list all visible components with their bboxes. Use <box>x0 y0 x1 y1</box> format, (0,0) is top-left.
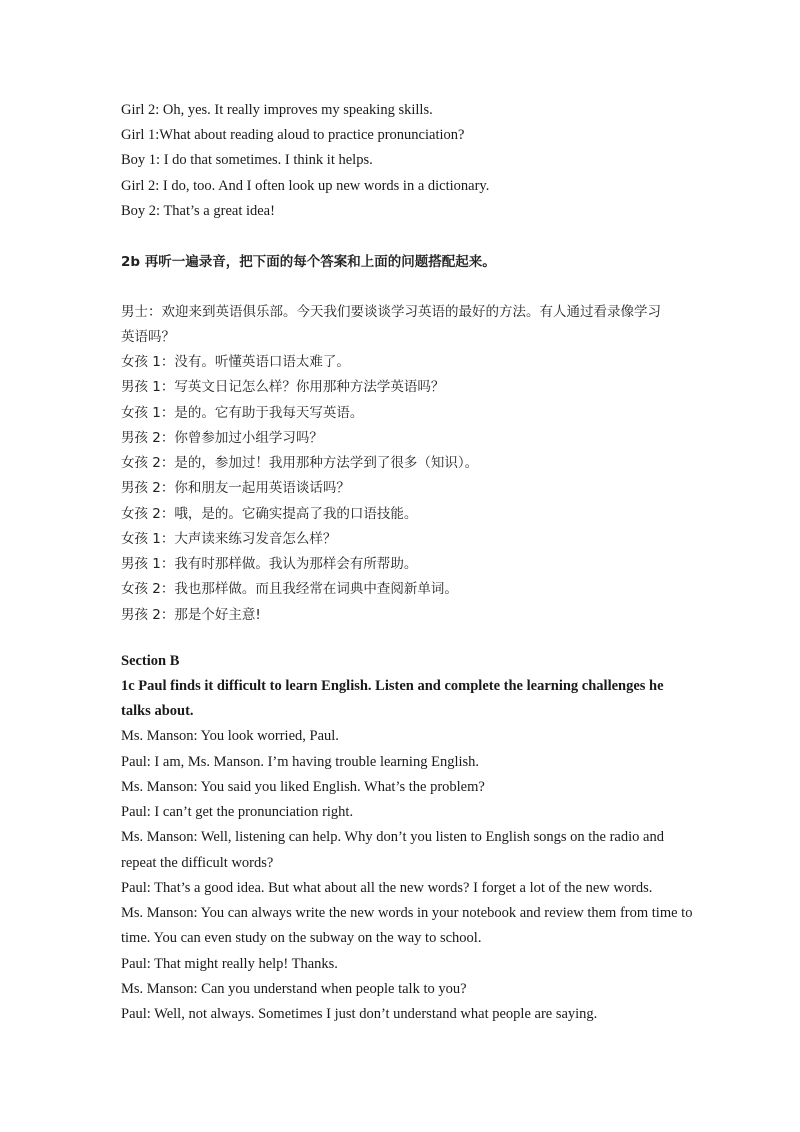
dialogue-line: Ms. Manson: You said you liked English. What’s the problem? <box>121 779 485 795</box>
dialogue-line: Paul: I can’t get the pronunciation right. <box>121 804 354 820</box>
dialogue-line: repeat the difficult words? <box>121 855 274 871</box>
dialogue-line: Girl 1:What about reading aloud to practice pronunciation? <box>121 127 465 143</box>
translation-line: 男孩 2：你曾参加过小组学习吗？ <box>121 430 323 446</box>
dialogue-line: Boy 1: I do that sometimes. I think it helps. <box>121 152 373 168</box>
translation-line: 女孩 2：是的，参加过！我用那种方法学到了很多（知识）。 <box>121 455 479 471</box>
task-1c-heading-cont: talks about. <box>121 703 194 719</box>
dialogue-line: Paul: That’s a good idea. But what about all the new words? I forget a lot of the new words. <box>121 880 653 896</box>
task-2b-heading: 2b 再听一遍录音，把下面的每个答案和上面的问题搭配起来。 <box>121 254 496 270</box>
task-1c-heading: 1c Paul finds it difficult to learn English. Listen and complete the learning challenges he <box>121 678 664 694</box>
dialogue-line: Ms. Manson: Well, listening can help. Why don’t you listen to English songs on the radio and <box>121 829 664 845</box>
translation-line: 女孩 1：是的。它有助于我每天写英语。 <box>121 405 364 421</box>
translation-line: 女孩 1：大声读来练习发音怎么样？ <box>121 531 337 547</box>
translation-line: 女孩 2：哦，是的。它确实提高了我的口语技能。 <box>121 506 418 522</box>
translation-line: 英语吗？ <box>121 329 175 345</box>
translation-line: 女孩 1：没有。听懂英语口语太难了。 <box>121 354 350 370</box>
section-b-title: Section B <box>121 653 180 669</box>
dialogue-line: Ms. Manson: You can always write the new words in your notebook and review them from time to <box>121 905 693 921</box>
translation-line: 男士：欢迎来到英语俱乐部。今天我们要谈谈学习英语的最好的方法。有人通过看录像学习 <box>121 304 661 320</box>
translation-line: 男孩 1：我有时那样做。我认为那样会有所帮助。 <box>121 556 418 572</box>
dialogue-line: Ms. Manson: Can you understand when people talk to you? <box>121 981 467 997</box>
dialogue-line: Paul: That might really help! Thanks. <box>121 956 338 972</box>
dialogue-line: time. You can even study on the subway on the way to school. <box>121 930 482 946</box>
dialogue-line: Paul: I am, Ms. Manson. I’m having trouble learning English. <box>121 754 480 770</box>
translation-line: 女孩 2：我也那样做。而且我经常在词典中查阅新单词。 <box>121 581 458 597</box>
dialogue-line: Ms. Manson: You look worried, Paul. <box>121 728 339 744</box>
dialogue-line: Girl 2: I do, too. And I often look up new words in a dictionary. <box>121 178 490 194</box>
translation-line: 男孩 1：写英文日记怎么样？你用那种方法学英语吗？ <box>121 379 445 395</box>
dialogue-line: Girl 2: Oh, yes. It really improves my speaking skills. <box>121 102 433 118</box>
dialogue-line: Paul: Well, not always. Sometimes I just don’t understand what people are saying. <box>121 1006 598 1022</box>
translation-line: 男孩 2：那是个好主意! <box>121 607 261 623</box>
dialogue-line: Boy 2: That’s a great idea! <box>121 203 275 219</box>
translation-line: 男孩 2：你和朋友一起用英语谈话吗？ <box>121 480 350 496</box>
